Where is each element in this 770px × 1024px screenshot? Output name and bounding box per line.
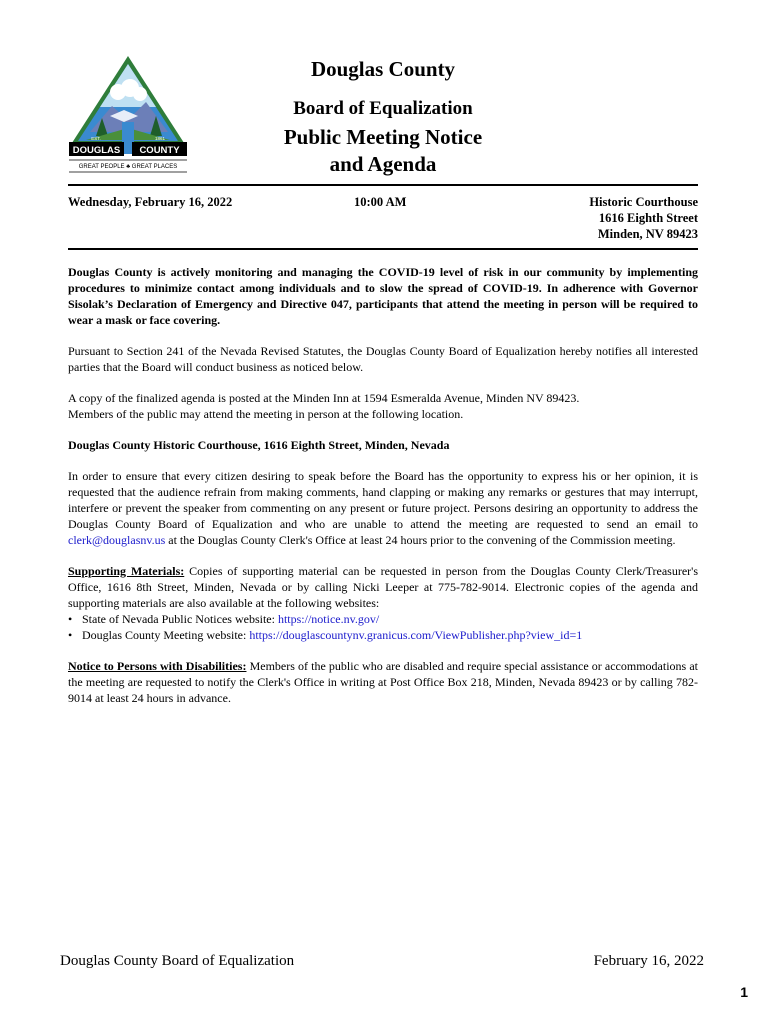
meeting-date: Wednesday, February 16, 2022 (68, 195, 233, 209)
douglas-county-logo (66, 54, 190, 176)
notice-nv-link[interactable]: https://notice.nv.gov/ (277, 612, 380, 626)
bottom-rule (68, 248, 698, 250)
footer-date: February 16, 2022 (593, 953, 704, 969)
meeting-time: 10:00 AM (354, 195, 407, 209)
supporting-materials-section (68, 563, 698, 643)
public-comment-text: In order to ensure that every citizen desiring to speak before the Board has the opportunity to express his or her opinion, it is requested that the audience refrain from making comments, hand clapping or making any remarks or gestures that may interrupt, interfere or prevent the speaker from commenting on any present or future project. Persons desiring an opportunity to address the Douglas County Board of Equalization and who are unable to attend the meeting are requested to send an email to (68, 469, 698, 531)
website-label: Douglas County Meeting website: (82, 628, 250, 642)
header-notice-line1: Public Meeting Notice (283, 125, 483, 149)
agenda-location-paragraph (68, 390, 698, 422)
website-label: State of Nevada Public Notices website: (82, 612, 278, 626)
logo-right-word: COUNTY (139, 145, 180, 156)
logo-left-word: DOUGLAS (72, 145, 121, 156)
clerk-email-link[interactable]: clerk@douglasnv.us (68, 533, 166, 547)
public-attend: Members of the public may attend the meeting in person at the following location. (68, 407, 464, 421)
disabilities-paragraph (68, 658, 698, 706)
supporting-materials-label: Supporting Materials: (68, 564, 185, 578)
bullet: • (68, 628, 73, 642)
agenda-posted: A copy of the finalized agenda is posted at the Minden Inn at 1594 Esmeralda Avenue, Minden NV 89423. (68, 391, 580, 405)
header-board: Board of Equalization (293, 98, 473, 119)
logo-year-left: EST. (91, 136, 101, 141)
websites-list (68, 611, 698, 643)
pursuant-paragraph: Pursuant to Section 241 of the Nevada Revised Statutes, the Douglas County Board of Equalization hereby notifies all interested parties that the Board will conduct business as noticed below. (68, 344, 698, 374)
header-county: Douglas County (310, 57, 456, 81)
logo-year-right: 1861 (154, 136, 166, 141)
top-rule (68, 184, 698, 186)
covid-notice: Douglas County is actively monitoring and managing the COVID-19 level of risk in our community by implementing procedures to minimize contact among individuals and to slow the spread of COVID-19. In adherence with Governor Sisolak’s Declaration of Emergency and Directive 047, participants that attend the meeting in person will be required to wear a mask or face covering. (68, 265, 698, 327)
granicus-link[interactable]: https://douglascountynv.granicus.com/ViewPublisher.php?view_id=1 (249, 628, 583, 642)
disabilities-text: Members of the public who are disabled and require special assistance or accommodations at the meeting are requested to notify the Clerk's Office in writing at Post Office Box 218, Minden, Nevada 89423 or by calling 782-9014 at least 24 hours in advance. (68, 659, 698, 705)
meeting-address (589, 194, 698, 242)
disabilities-label: Notice to Persons with Disabilities: (68, 659, 247, 673)
meeting-location: Douglas County Historic Courthouse, 1616 Eighth Street, Minden, Nevada (68, 438, 450, 452)
page-number: 1 (740, 984, 748, 1000)
bullet: • (68, 612, 73, 626)
public-comment-text-end: at the Douglas County Clerk's Office at least 24 hours prior to the convening of the Commission meeting. (165, 533, 676, 547)
meeting-city: Minden, NV 89423 (597, 227, 698, 241)
list-item (68, 611, 698, 627)
footer-board-name: Douglas County Board of Equalization (60, 953, 295, 969)
supporting-materials-text: Copies of supporting material can be requested in person from the Douglas County Clerk/Treasurer's Office, 1616 8th Street, Minden, Nevada or by calling Nicki Leeper at 775-782-9014. Electronic copies of the agenda and supporting materials are also available at the following websites: (68, 564, 698, 610)
logo-tagline: GREAT PEOPLE ♣ GREAT PLACES (78, 164, 178, 170)
notice-body (68, 264, 698, 721)
list-item (68, 627, 698, 643)
header-notice-line2: and Agenda (329, 152, 437, 176)
meeting-street: 1616 Eighth Street (598, 211, 698, 225)
header-notice (256, 124, 510, 178)
public-comment-paragraph (68, 468, 698, 548)
meeting-venue: Historic Courthouse (589, 195, 698, 209)
